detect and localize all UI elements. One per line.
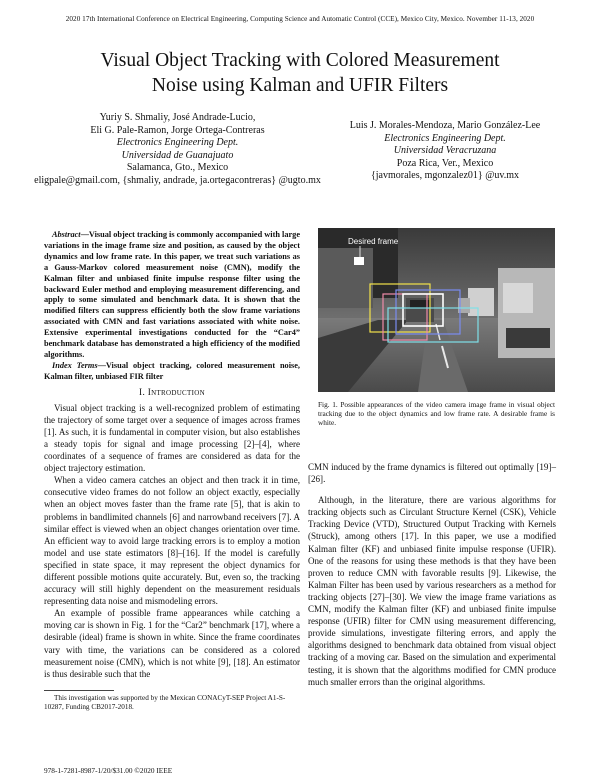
author-city: Poza Rica, Ver., Mexico xyxy=(396,157,494,169)
author-dept: Electronics Engineering Dept. xyxy=(384,132,506,144)
author-names: Yuriy S. Shmaliy, José Andrade-Lucio, xyxy=(99,112,256,123)
figure-caption: Fig. 1. Possible appearances of the video camera image frame in visual object tracking due to the object dynamics and low frame rate. A desirable frame is white. xyxy=(318,400,555,428)
left-column xyxy=(44,230,300,680)
author-city: Salamanca, Gto., Mexico xyxy=(126,162,229,174)
author-university: Universidad de Guanajuato xyxy=(121,149,234,161)
figure-1 xyxy=(318,228,555,392)
abstract-label: Abstract xyxy=(52,230,81,239)
author-university: Universidad Veracruzana xyxy=(393,145,497,157)
author-block-right xyxy=(325,120,565,183)
author-dept: Electronics Engineering Dept. xyxy=(116,137,239,149)
author-email: eligpale@gmail.com, {shmaliy, andrade, ja.ortegacontreras} @ugto.mx xyxy=(34,174,321,186)
index-terms-text: —Visual object tracking, colored measurement noise, Kalman filter, unbiased FIR filter xyxy=(44,360,300,381)
index-terms-label: Index Terms xyxy=(52,360,98,370)
road-scene-image xyxy=(318,228,555,392)
right-column xyxy=(308,461,556,688)
author-names: Eli G. Pale-Ramon, Jorge Ortega-Contreras xyxy=(90,124,265,136)
footnote: This investigation was supported by the Mexican CONACyT-SEP Project A1-S-10287, Funding CB2017-2018. xyxy=(44,694,286,711)
intro-body xyxy=(44,402,300,680)
section-heading: I. Introduction xyxy=(139,387,205,398)
paragraph: CMN induced by the frame dynamics is filtered out optimally [19]–[26]. xyxy=(308,462,556,485)
author-email: {javmorales, mgonzalez01} @uv.mx xyxy=(370,170,520,182)
paragraph: Although, in the literature, there are various algorithms for tracking objects such as Circulant Structure Kernel (CSK), Vehicle Tracking Device (VTD), Structured Output Tracking with Kernels (Struck), among others [17]. In this paper, we use a modified Kalman filter (KF) and unbiased finite impulse response (UFIR). One of the reasons for using these methods is that they have been proven to reduce CMN with favorable results [9]. Likewise, the Kalman Filter has been used by various researchers as a method for tracking objects [27]–[30]. We view the image frame variations as CMN, modify the Kalman filter (KF) and unbiased finite impulse response (UFIR) filter for CMN using measurement differencing, provide simulations, investigate filtering errors, and apply the algorithms designed to benchmark data obtained from visual object tracking of a moving car. Based on the simulation and experimental testing, it is shown that the algorithms modified for CMN produce much smaller errors than the original algorithms. xyxy=(308,495,556,687)
footnote-rule xyxy=(44,690,114,691)
abstract xyxy=(44,230,300,361)
paper-title xyxy=(0,48,600,98)
paragraph: Visual object tracking is a well-recognized problem of estimating the trajectory of some target over a sequence of images across frames [1]. As such, it is fundamental in computer vision, but also establishes a steady topis for signal and image processing [2]–[4], where coordinates of a sequence of frames are considered as data for the object trajectory estimation. xyxy=(44,402,300,474)
title-line-1: Visual Object Tracking with Colored Measurement xyxy=(100,50,500,71)
frame-marker xyxy=(354,257,364,265)
figure-label-desired-frame: Desired frame xyxy=(348,237,399,246)
paragraph: An example of possible frame appearances while catching a moving car is shown in Fig. 1 for the “Car2” benchmark [17], where a desirable (ideal) frame is shown in white. Since the frame coordinates vary with time, the variations can be considered as a colored measurement noise (CMN), which is not white [9], [18]. An estimator is thus desirable such that the xyxy=(44,608,300,679)
conference-header: 2020 17th International Conference on Electrical Engineering, Computing Science and Automatic Control (CCE), Mexico City, Mexico. November 11-13, 2020 xyxy=(65,15,535,23)
title-line-2: Noise using Kalman and UFIR Filters xyxy=(151,75,449,96)
abstract-text: —Visual object tracking is commonly accompanied with large variations in the image frame size and position, as caused by the object dynamics and low frame rate. In this paper, we treat such variations as a Gauss-Markov colored measurement noise (CMN), modify the Kalman filter and unbiased finite impulse response filter using the backward Euler method and employing measurement differencing, and apply to some simulated and benchmark data. It is shown that the modified filters can suppress efficiently both the slow frame variations associated with CMN and fast variations associated with white noise. Extensive experimental investigations conducted for the “Car4” benchmark database has demonstrated a high efficiency of the modified algorithms. xyxy=(44,230,300,359)
author-block-left xyxy=(30,112,325,188)
index-terms xyxy=(44,361,300,383)
copyright-footer: 978-1-7281-8987-1/20/$31.00 ©2020 IEEE xyxy=(44,766,173,775)
author-names: Luis J. Morales-Mendoza, Mario González-Lee xyxy=(349,120,541,131)
paragraph: When a video camera catches an object and then track it in time, consecutive video frames do not follow an object exactly, especially when an object moves faster than the frame rate [5], that is akin to problems in bandlimited channels [6] and narrowband receivers [7]. A similar effect is viewed when an object changes orientation over time. An efficient way to avoid large tracking errors is to employ a motion model and use state estimators [8]–[16]. If the model is carefully specified in state space, it may represent the object dynamics for different possible motions quite accurately. But, even so, the tracking accuracy will still highly dependent on the measurement residuals representing data noise and mismodeling errors. xyxy=(44,475,300,607)
